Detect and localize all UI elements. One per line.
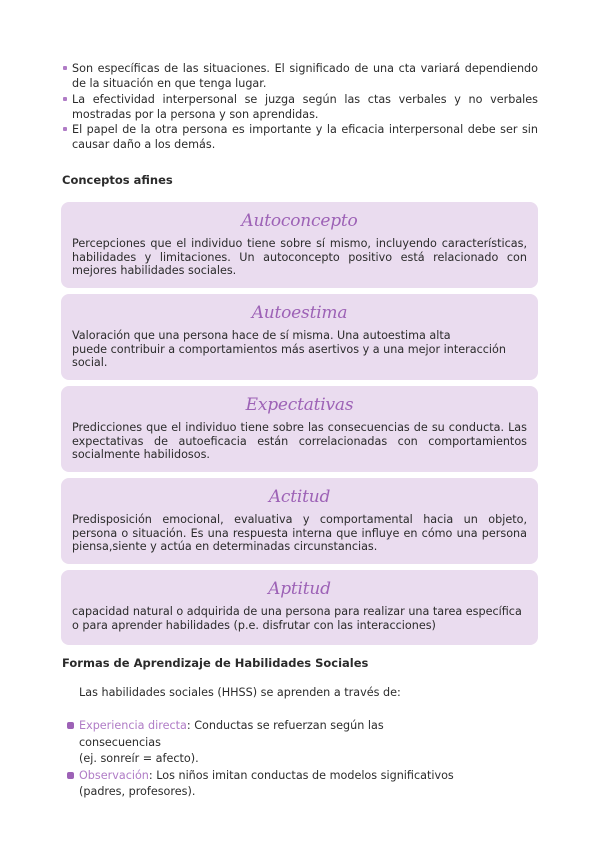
card-text: Predicciones que el individuo tiene sobre las consecuencias de su conducta. Las expectativas de autoeficacia están correlacionadas con comportamientos socialmente habilidosos. — [72, 421, 527, 462]
learning-term: Observación — [79, 768, 149, 782]
intro-bullet-list — [62, 61, 538, 153]
card-autoconcepto — [61, 202, 538, 288]
section-title-formas-aprendizaje: Formas de Aprendizaje de Habilidades Sociales — [62, 656, 369, 670]
card-text: capacidad natural o adquirida de una persona para realizar una tarea específica o para aprender habilidades (p.e. disfrutar con las interacciones) — [72, 605, 522, 632]
learning-list — [66, 718, 466, 801]
card-title: Actitud — [268, 487, 331, 507]
card-expectativas — [61, 386, 538, 472]
card-aptitud — [61, 570, 538, 645]
bullet-item: Son específicas de las situaciones. El significado de una cta variará dependiendo de la situación en que tenga lugar. — [62, 61, 538, 92]
bullet-item: El papel de la otra persona es importante y la eficacia interpersonal debe ser sin causar daño a los demás. — [62, 122, 538, 153]
square-bullet-icon — [67, 722, 74, 729]
section-title-conceptos: Conceptos afines — [62, 173, 173, 187]
square-bullet-icon — [67, 772, 74, 779]
bullet-icon — [63, 97, 67, 101]
learning-term: Experiencia directa — [79, 719, 187, 732]
learning-item-experiencia: Experiencia directa: Conductas se refuerzan según las consecuencias (ej. sonreír = afecto). — [66, 718, 466, 768]
card-text: Valoración que una persona hace de sí misma. Una autoestima alta puede contribuir a comportamientos más asertivos y a una mejor interacción social. — [72, 329, 506, 370]
card-title: Aptitud — [268, 579, 331, 599]
bullet-item: La efectividad interpersonal se juzga según las ctas verbales y no verbales mostradas por la persona y son aprendidas. — [62, 92, 538, 123]
learning-intro: Las habilidades sociales (HHSS) se aprenden a través de: — [79, 686, 401, 699]
card-title: Autoestima — [251, 303, 348, 323]
bullet-icon — [63, 66, 67, 70]
card-autoestima — [61, 294, 538, 380]
learning-item-observacion: Observación: Los niños imitan conductas de modelos significativos (padres, profesores). — [66, 768, 466, 801]
bullet-icon — [63, 127, 67, 131]
card-title: Expectativas — [245, 395, 354, 415]
card-text: Percepciones que el individuo tiene sobre sí mismo, incluyendo características, habilidades y limitaciones. Un autoconcepto positivo está relacionado con mejores habilidades sociales. — [72, 237, 527, 278]
card-actitud — [61, 478, 538, 564]
card-title: Autoconcepto — [241, 211, 358, 231]
card-text: Predisposición emocional, evaluativa y comportamental hacia un objeto, persona o situación. Es una respuesta interna que influye en cómo una persona piensa,siente y actúa en determinadas circunstancias. — [72, 513, 527, 554]
